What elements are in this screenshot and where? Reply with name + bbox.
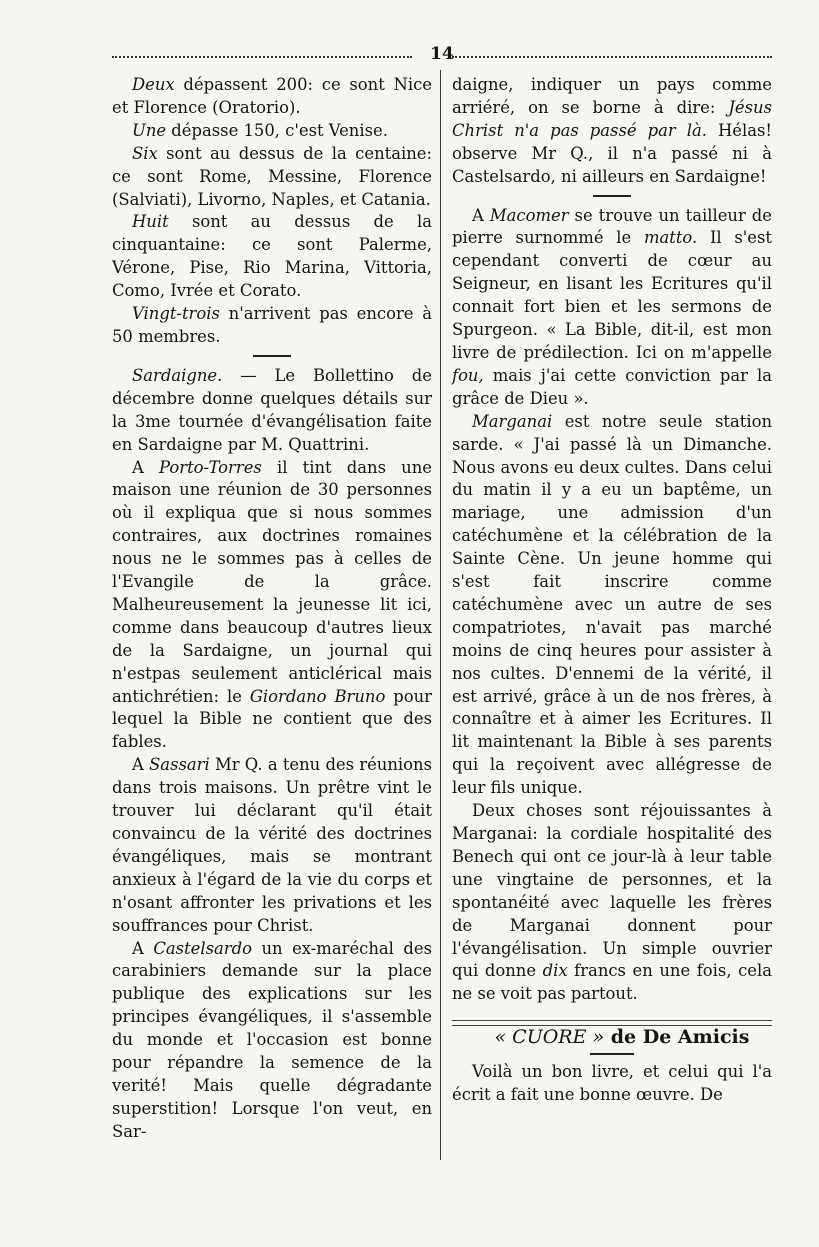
emphasis: matto. xyxy=(643,228,698,248)
paragraph-text: est notre seule station sarde. « J'ai passé là un Dimanche. Nous avons eu deux cultes. Dans celui du matin il y a eu un baptême, un mariage, une admission d'un catéchumène et la célébration de la Sainte Cène. Un jeune homme qui s'est fait inscrire comme catéchumène avec un autre de ses compatriotes, n'avait pas marché moins de cinq heures pour assister à nos cultes. D'ennemi de la vérité, il est arrivé, grâce à un de nos frères, à connaître et à aimer les Ecritures. Il lit maintenant la Bible à ses parents qui la reçoivent avec allégresse de leur fils unique. xyxy=(452,411,772,798)
paragraph-castelsardo xyxy=(112,938,432,1144)
header-rule-right xyxy=(452,56,772,58)
paragraph-marganai xyxy=(452,411,772,800)
paragraph-text: A xyxy=(132,938,154,958)
emphasis: fou, xyxy=(452,365,484,385)
article-title xyxy=(452,1026,772,1049)
paragraph-text: mais j'ai cette conviction par la grâce de Dieu ». xyxy=(452,365,772,408)
emphasis: Jésus Christ n'a pas passé par là. xyxy=(452,97,772,140)
emphasis: Giordano Bruno xyxy=(249,686,386,706)
emphasis: Sardaigne. xyxy=(132,365,223,385)
right-column xyxy=(452,74,772,1107)
paragraph-text: Mr Q. a tenu des réunions dans trois maisons. Un prêtre vint le trouver lui déclarant qu'il était convaincu de la vérité des doctrines évangéliques, mais se montrant anxieux à l'égard de la vie du corps et n'osant affronter les privations et les souffrances pour Christ. xyxy=(112,755,432,935)
paragraph-text: Il s'est cependant converti de cœur au Seigneur, en lisant les Ecritures qu'il connait fort bien et les sermons de Spurgeon. « La Bible, dit-il, est mon livre de prédilection. Ici on m'appelle xyxy=(452,228,772,362)
paragraph-deux-choses xyxy=(452,800,772,1006)
emphasis: Porto-Torres xyxy=(159,457,262,477)
emphasis: Deux xyxy=(132,75,175,94)
paragraph-text: dépasse 150, c'est Venise. xyxy=(166,120,388,140)
paragraph-text: un ex-maréchal des carabiniers demande sur la place publique des explications sur les principes évangéliques, il s'assemble du monde et l'occasion est bonne pour répandre la semence de la verité! Mais quelle dégradante superstition! Lorsque l'on veut, en Sar- xyxy=(112,938,432,1141)
title-separator xyxy=(590,1053,634,1055)
paragraph-cuore xyxy=(452,1061,772,1107)
paragraph-text: A xyxy=(472,205,490,225)
emphasis: Castelsardo xyxy=(153,938,252,958)
paragraph-text: il tint dans une maison une réunion de 30 personnes où il expliqua que si nous sommes contraires, aux doctrines romaines nous ne le sommes pas à celles de l'Evangile de la grâce. Malheureusement la jeunesse lit ici, comme dans beaucoup d'autres lieux de la Sardaigne, un journal qui n'estpas seulement anticlérical mais antichrétien: le xyxy=(112,457,432,706)
paragraph-text: A xyxy=(132,457,160,477)
paragraph-text: sont au dessus de la cinquantaine: ce sont Palerme, Vérone, Pise, Rio Marina, Vittoria, Como, Ivrée et Corato. xyxy=(112,212,432,301)
paragraph-text: Hélas! observe Mr Q., il n'a passé ni à Castelsardo, ni ailleurs en Sardaigne! xyxy=(452,120,773,186)
paragraph-une xyxy=(112,120,432,143)
paragraph-text: Voilà un bon livre, et celui qui l'a écrit a fait une bonne œuvre. De xyxy=(452,1062,772,1105)
page-header xyxy=(112,44,772,68)
paragraph-text: — Le Bollettino de décembre donne quelques détails sur la 3me tournée d'évangélisation faite en Sardaigne par M. Quattrini. xyxy=(112,365,432,454)
paragraph-vingt-trois xyxy=(112,303,432,349)
paragraph-text: A xyxy=(132,755,150,775)
paragraph-text: pour lequel la Bible ne contient que des fables. xyxy=(112,686,432,752)
emphasis: Sassari xyxy=(149,755,210,775)
section-separator xyxy=(253,355,291,357)
emphasis: Macomer xyxy=(489,205,569,225)
title-text: de De Amicis xyxy=(604,1026,750,1049)
emphasis: Une xyxy=(132,120,167,140)
paragraph-six xyxy=(112,143,432,212)
paragraph-porto-torres xyxy=(112,457,432,755)
paragraph-text: n'arrivent pas encore à 50 membres. xyxy=(112,304,432,346)
paragraph-macomer xyxy=(452,205,772,411)
emphasis: dix xyxy=(542,961,568,981)
paragraph-sardaigne xyxy=(112,365,432,457)
paragraph-deux xyxy=(112,74,432,120)
paragraph-text: sont au dessus de la centaine: ce sont Rome, Messine, Florence (Salviati), Livorno, Naples, et Catania. xyxy=(112,143,432,209)
page-number: 14 xyxy=(430,44,454,64)
paragraph-huit xyxy=(112,211,432,303)
title-emphasis: « CUORE » xyxy=(494,1026,605,1049)
paragraph-continued xyxy=(452,74,772,189)
header-rule-left xyxy=(112,56,412,58)
paragraph-text: dépassent 200: ce sont Nice et Florence (Oratorio). xyxy=(112,75,432,117)
left-column xyxy=(112,74,432,1144)
emphasis: Six xyxy=(132,143,158,163)
paragraph-sassari xyxy=(112,754,432,937)
paragraph-text: Deux choses sont réjouissantes à Marganai: la cordiale hospitalité des Benech qui ont ce jour-là à leur table une vingtaine de personnes, et la spontanéité avec laquelle les frères de Marganai donnent pour l'évangélisation. Un simple ouvrier qui donne xyxy=(452,801,772,981)
emphasis: Huit xyxy=(132,212,169,232)
column-divider xyxy=(440,70,441,1160)
emphasis: Marganai xyxy=(472,411,553,431)
emphasis: Vingt-trois xyxy=(132,304,220,324)
paragraph-text: francs en une fois, cela ne se voit pas partout. xyxy=(452,961,772,1004)
paragraph-text: se trouve un tailleur de pierre surnommé le xyxy=(452,205,772,248)
section-separator xyxy=(593,195,631,197)
paragraph-text: daigne, indiquer un pays comme arriéré, on se borne à dire: xyxy=(452,75,772,117)
